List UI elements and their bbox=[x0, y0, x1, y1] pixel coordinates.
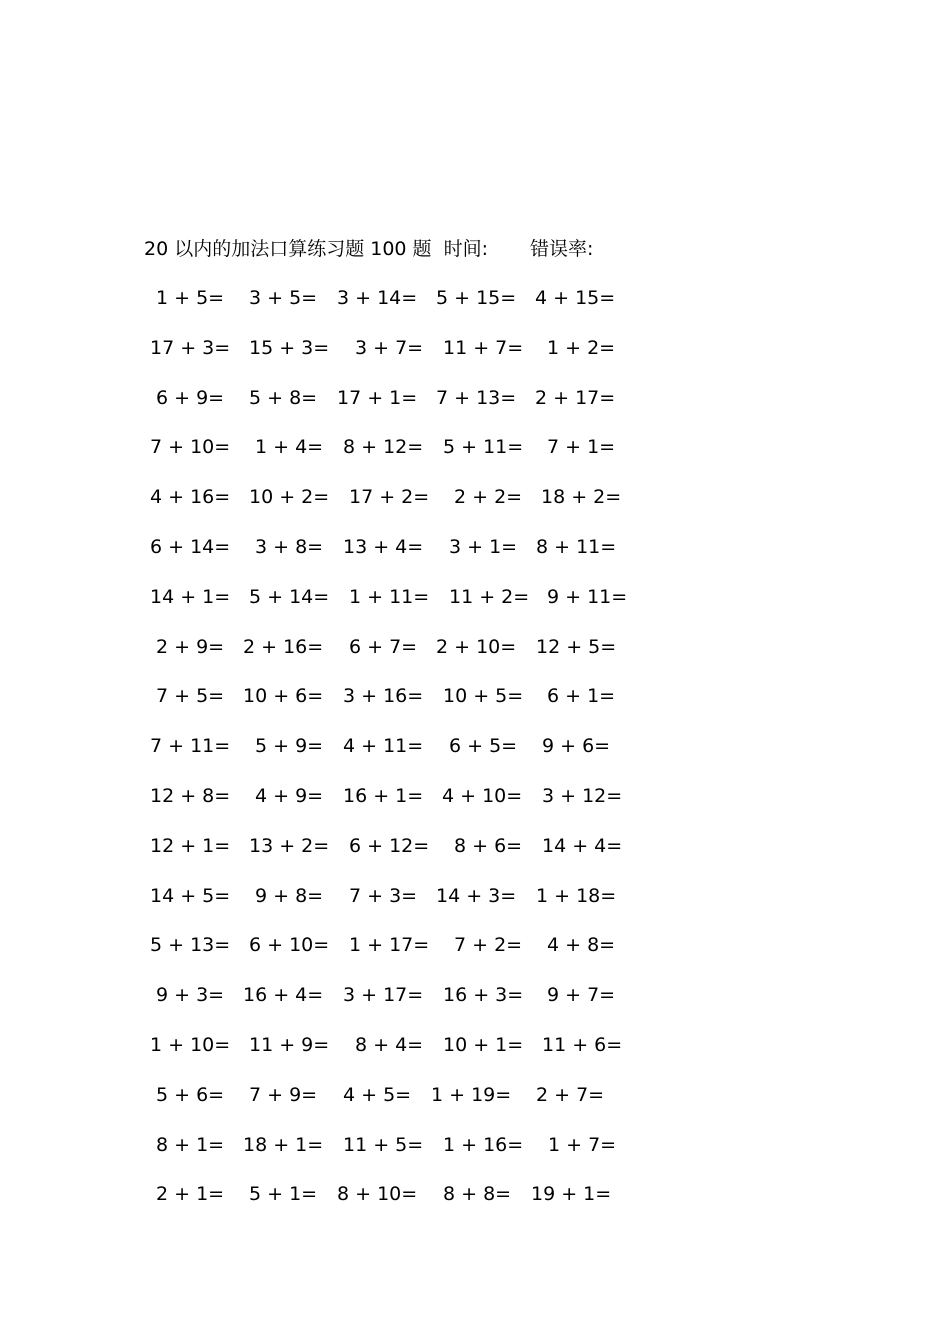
problem-item: 6 + 7= bbox=[349, 635, 418, 658]
problem-item: 9 + 6= bbox=[542, 735, 611, 758]
problem-item: 5 + 6= bbox=[156, 1083, 225, 1106]
problem-item: 3 + 14= bbox=[337, 287, 418, 309]
problem-item: 1 + 11= bbox=[349, 585, 430, 608]
problem-item: 5 + 11= bbox=[443, 436, 524, 459]
problem-item: 5 + 14= bbox=[249, 585, 330, 608]
problem-item: 8 + 12= bbox=[343, 436, 424, 459]
problem-row bbox=[0, 1180, 950, 1230]
problem-item: 8 + 6= bbox=[454, 834, 523, 857]
problem-item: 1 + 2= bbox=[547, 336, 616, 359]
problem-item: 4 + 9= bbox=[255, 784, 324, 807]
problem-item: 11 + 2= bbox=[449, 585, 530, 608]
problem-item: 11 + 7= bbox=[443, 336, 524, 359]
problem-item: 15 + 3= bbox=[249, 336, 330, 359]
problem-item: 11 + 9= bbox=[249, 1033, 330, 1056]
problem-item: 4 + 16= bbox=[150, 486, 231, 509]
problem-item: 3 + 1= bbox=[449, 535, 518, 558]
problem-item: 7 + 13= bbox=[436, 386, 517, 409]
problem-row bbox=[0, 682, 950, 732]
problem-item: 11 + 5= bbox=[343, 1133, 424, 1156]
problem-item: 18 + 2= bbox=[541, 486, 622, 509]
problem-row bbox=[0, 433, 950, 483]
problem-item: 10 + 5= bbox=[443, 685, 524, 708]
problem-item: 5 + 8= bbox=[249, 386, 318, 409]
problem-row bbox=[0, 931, 950, 981]
problem-item: 4 + 10= bbox=[442, 784, 523, 807]
problem-item: 14 + 4= bbox=[542, 834, 623, 857]
problem-item: 9 + 3= bbox=[156, 984, 225, 1007]
problem-item: 16 + 3= bbox=[443, 984, 524, 1007]
problem-item: 4 + 8= bbox=[547, 934, 616, 957]
problem-item: 4 + 11= bbox=[343, 735, 424, 758]
problem-item: 1 + 17= bbox=[349, 934, 430, 957]
problem-item: 7 + 2= bbox=[454, 934, 523, 957]
problem-item: 6 + 5= bbox=[449, 735, 518, 758]
problem-item: 3 + 16= bbox=[343, 685, 424, 708]
problem-item: 2 + 16= bbox=[243, 635, 324, 658]
worksheet-header bbox=[144, 236, 593, 262]
problem-item: 3 + 5= bbox=[249, 287, 318, 309]
problem-item: 17 + 1= bbox=[337, 386, 418, 409]
problem-item: 7 + 9= bbox=[249, 1083, 318, 1106]
problem-item: 8 + 10= bbox=[337, 1183, 418, 1206]
problem-item: 1 + 16= bbox=[443, 1133, 524, 1156]
problem-item: 10 + 6= bbox=[243, 685, 324, 708]
problem-item: 1 + 5= bbox=[156, 287, 225, 309]
problem-row bbox=[0, 284, 950, 334]
problem-item: 7 + 1= bbox=[547, 436, 616, 459]
problem-item: 10 + 1= bbox=[443, 1033, 524, 1056]
problem-item: 1 + 4= bbox=[255, 436, 324, 459]
problem-row bbox=[0, 832, 950, 882]
problem-item: 2 + 17= bbox=[535, 386, 616, 409]
problem-item: 17 + 2= bbox=[349, 486, 430, 509]
problem-item: 2 + 7= bbox=[536, 1083, 605, 1106]
problem-item: 7 + 10= bbox=[150, 436, 231, 459]
problem-item: 13 + 2= bbox=[249, 834, 330, 857]
problem-item: 19 + 1= bbox=[531, 1183, 612, 1206]
problem-item: 8 + 4= bbox=[355, 1033, 424, 1056]
problem-item: 17 + 3= bbox=[150, 336, 231, 359]
problem-item: 12 + 5= bbox=[536, 635, 617, 658]
problem-item: 16 + 4= bbox=[243, 984, 324, 1007]
problem-item: 8 + 8= bbox=[443, 1183, 512, 1206]
problem-item: 2 + 2= bbox=[454, 486, 523, 509]
problem-item: 18 + 1= bbox=[243, 1133, 324, 1156]
problem-item: 5 + 9= bbox=[255, 735, 324, 758]
problem-item: 16 + 1= bbox=[343, 784, 424, 807]
problem-item: 6 + 9= bbox=[156, 386, 225, 409]
problem-row bbox=[0, 334, 950, 384]
problem-item: 7 + 3= bbox=[349, 884, 418, 907]
problem-item: 7 + 11= bbox=[150, 735, 231, 758]
problem-item: 1 + 10= bbox=[150, 1033, 231, 1056]
problem-item: 1 + 19= bbox=[431, 1083, 512, 1106]
problem-item: 4 + 5= bbox=[343, 1083, 412, 1106]
problem-item: 14 + 3= bbox=[436, 884, 517, 907]
problem-row bbox=[0, 782, 950, 832]
problem-item: 1 + 18= bbox=[536, 884, 617, 907]
problem-item: 1 + 7= bbox=[548, 1133, 617, 1156]
problem-item: 3 + 8= bbox=[255, 535, 324, 558]
problem-item: 8 + 11= bbox=[536, 535, 617, 558]
problem-item: 6 + 10= bbox=[249, 934, 330, 957]
problem-item: 14 + 5= bbox=[150, 884, 231, 907]
problem-row bbox=[0, 483, 950, 533]
problem-item: 9 + 8= bbox=[255, 884, 324, 907]
problem-item: 2 + 9= bbox=[156, 635, 225, 658]
problem-item: 6 + 12= bbox=[349, 834, 430, 857]
problem-item: 13 + 4= bbox=[343, 535, 424, 558]
problem-row bbox=[0, 732, 950, 782]
problem-row bbox=[0, 882, 950, 932]
problem-item: 7 + 5= bbox=[156, 685, 225, 708]
problem-item: 3 + 17= bbox=[343, 984, 424, 1007]
problem-row bbox=[0, 583, 950, 633]
worksheet-title: 20 以内的加法口算练习题 100 题 bbox=[144, 238, 432, 260]
problem-item: 5 + 1= bbox=[249, 1183, 318, 1206]
problem-row bbox=[0, 384, 950, 434]
problem-item: 5 + 13= bbox=[150, 934, 231, 957]
problem-grid bbox=[0, 284, 950, 1230]
problem-item: 3 + 7= bbox=[355, 336, 424, 359]
problem-item: 2 + 10= bbox=[436, 635, 517, 658]
problem-item: 9 + 11= bbox=[547, 585, 628, 608]
problem-item: 11 + 6= bbox=[542, 1033, 623, 1056]
problem-row bbox=[0, 533, 950, 583]
problem-item: 6 + 1= bbox=[547, 685, 616, 708]
problem-item: 3 + 12= bbox=[542, 784, 623, 807]
problem-row bbox=[0, 1081, 950, 1131]
problem-row bbox=[0, 1131, 950, 1181]
problem-item: 14 + 1= bbox=[150, 585, 231, 608]
problem-row bbox=[0, 981, 950, 1031]
problem-item: 5 + 15= bbox=[436, 287, 517, 309]
problem-item: 2 + 1= bbox=[156, 1183, 225, 1206]
problem-item: 8 + 1= bbox=[156, 1133, 225, 1156]
problem-item: 10 + 2= bbox=[249, 486, 330, 509]
problem-item: 9 + 7= bbox=[547, 984, 616, 1007]
problem-item: 12 + 1= bbox=[150, 834, 231, 857]
error-rate-label: 错误率: bbox=[529, 238, 594, 260]
problem-item: 6 + 14= bbox=[150, 535, 231, 558]
problem-item: 4 + 15= bbox=[535, 287, 616, 309]
problem-row bbox=[0, 1031, 950, 1081]
problem-row bbox=[0, 633, 950, 683]
problem-item: 12 + 8= bbox=[150, 784, 231, 807]
time-label: 时间: bbox=[443, 238, 488, 260]
